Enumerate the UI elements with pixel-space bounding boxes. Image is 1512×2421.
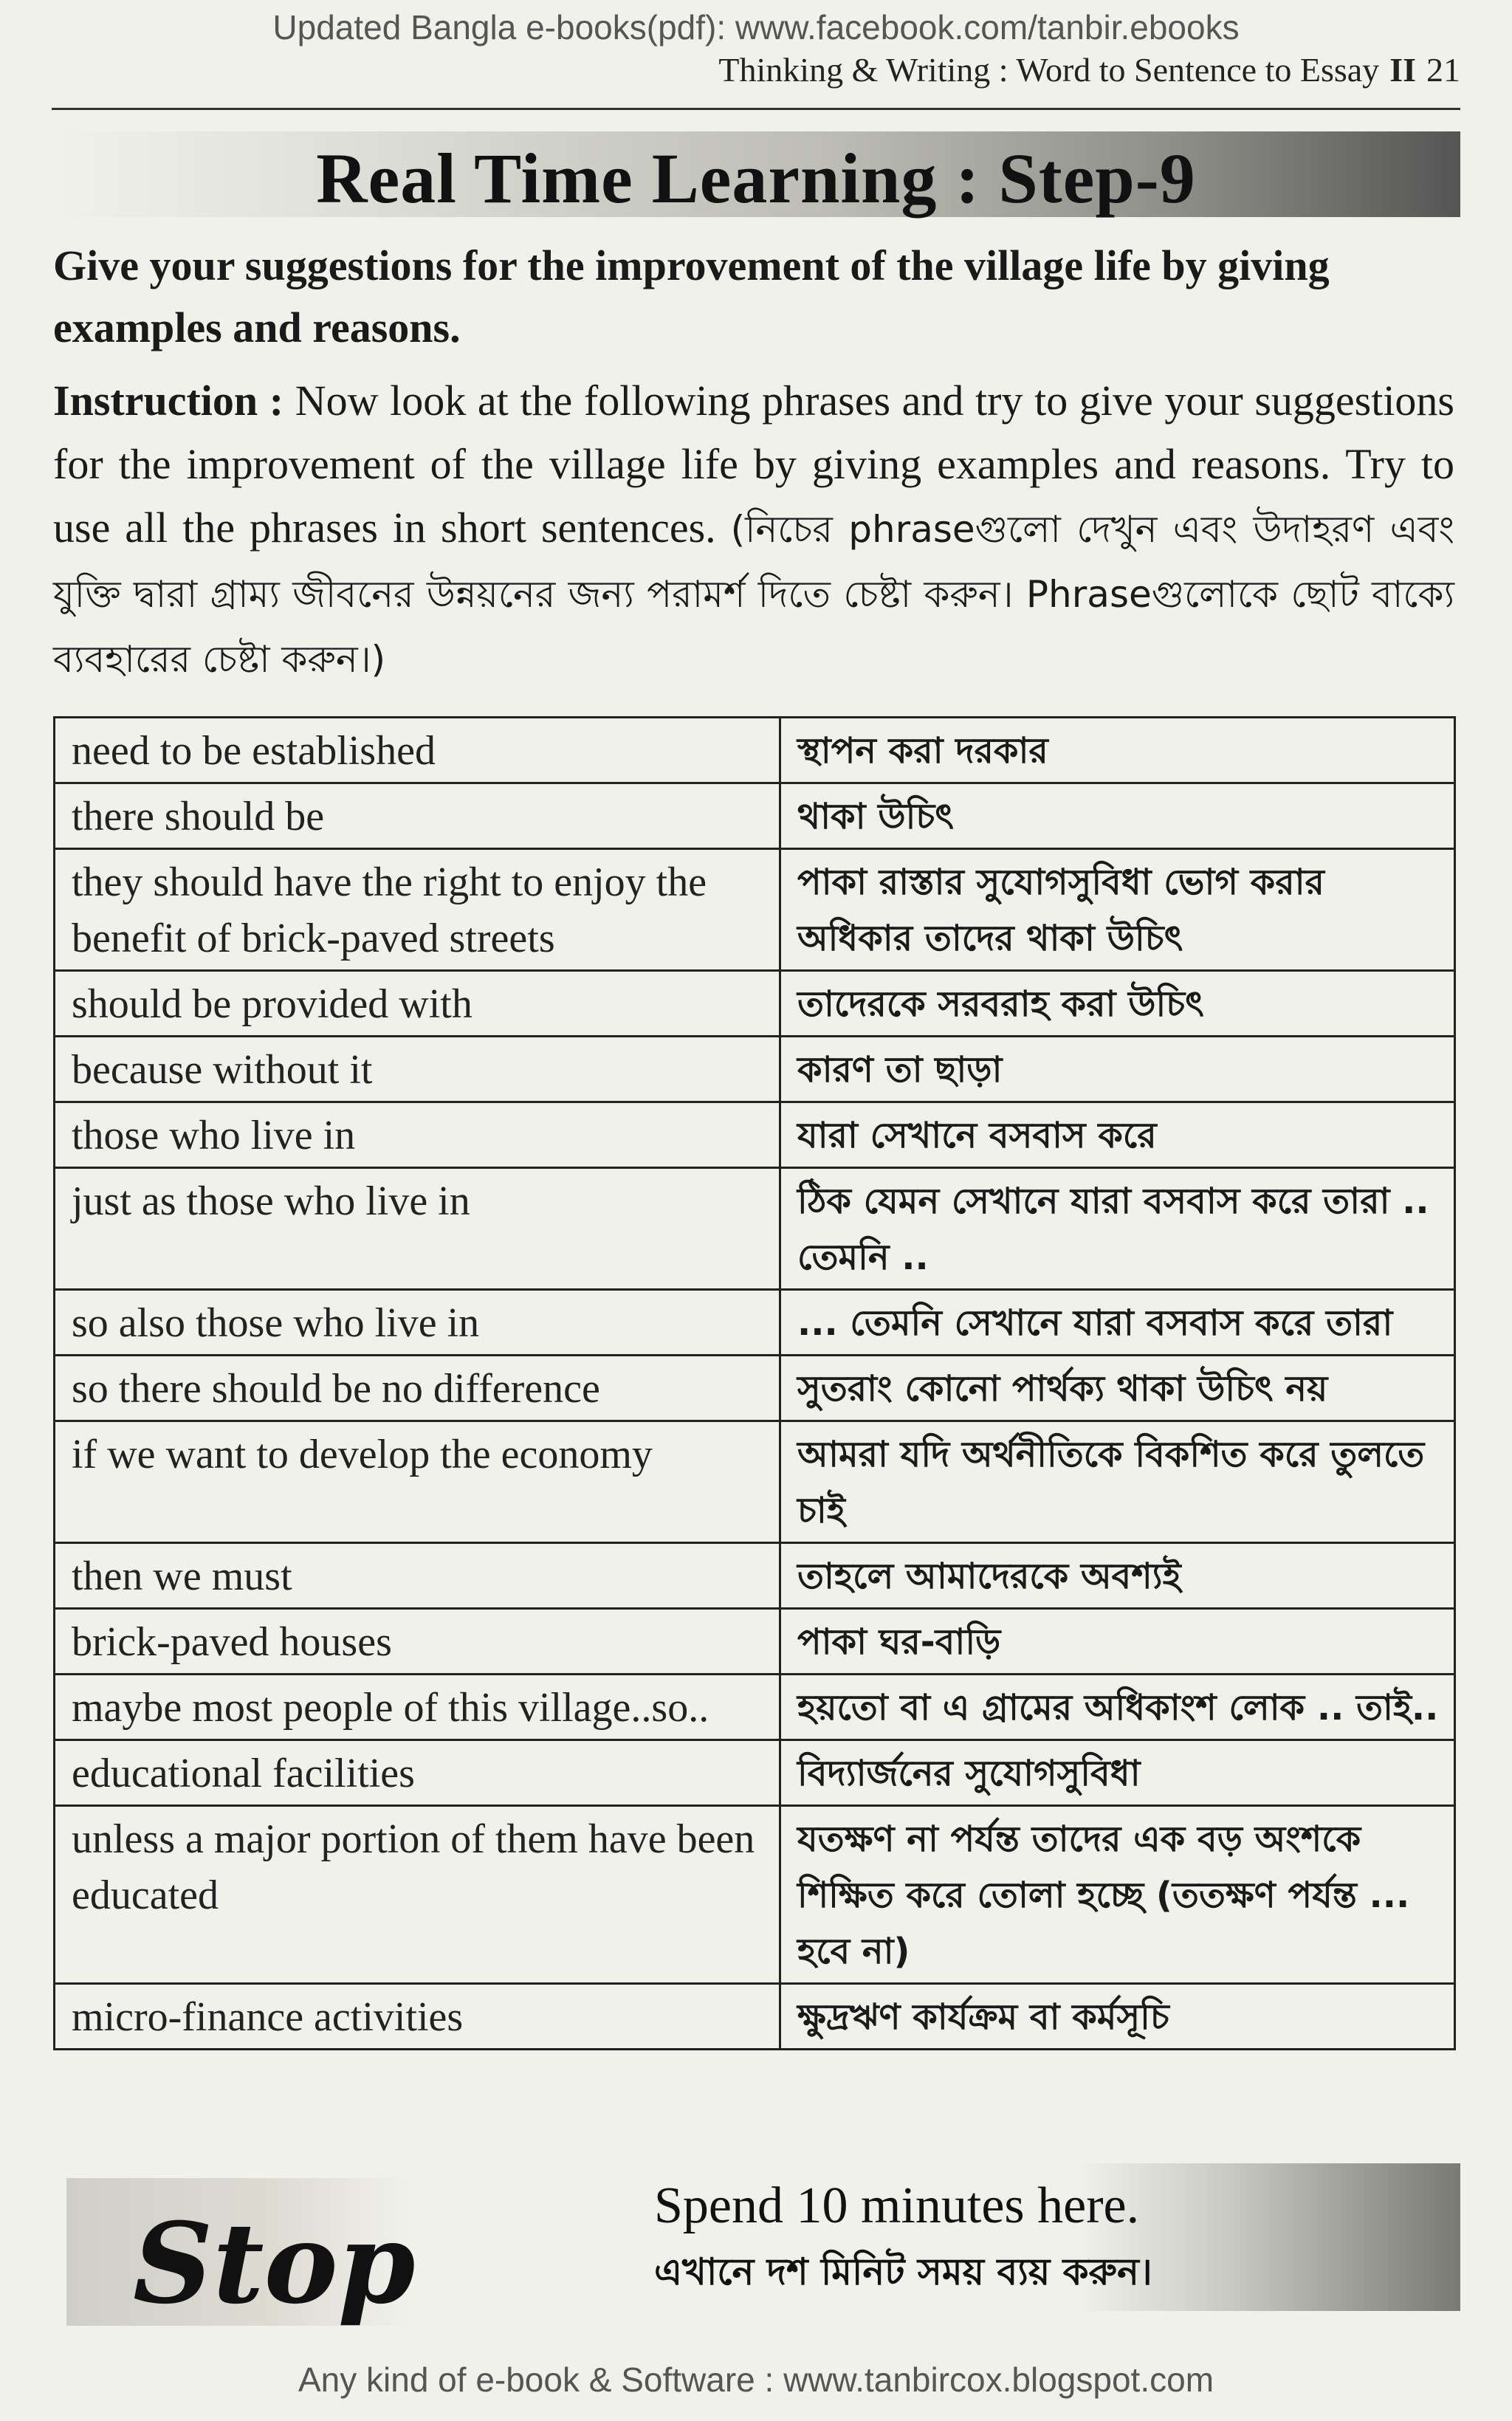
table-row [55,849,1455,971]
phrase-english: so there should be no difference [55,1356,780,1421]
table-row [55,783,1455,849]
phrase-bangla: ঠিক যেমন সেখানে যারা বসবাস করে তারা .. তেমনি .. [780,1168,1455,1290]
phrase-bangla: ... তেমনি সেখানে যারা বসবাস করে তারা [780,1290,1455,1356]
phrase-bangla: স্থাপন করা দরকার [780,718,1455,783]
step-title: Real Time Learning : Step-9 [316,139,1196,218]
table-row [55,1740,1455,1806]
watermark-top: Updated Bangla e-books(pdf): www.facebook.com/tanbir.ebooks [272,8,1240,47]
table-row [55,971,1455,1037]
table-row [55,718,1455,783]
spend-time-note-bangla: এখানে দশ মিনিট সময় ব্যয় করুন। [654,2250,1152,2293]
phrase-bangla: কারণ তা ছাড়া [780,1037,1455,1102]
table-row [55,1037,1455,1102]
table-row [55,1984,1455,2050]
phrase-english: need to be established [55,718,780,783]
running-head-separator: II [1389,51,1416,89]
instruction [53,369,1454,691]
phrase-english: maybe most people of this village..so.. [55,1675,780,1740]
stop-band [66,2163,1460,2329]
stop-word: Stop [133,2199,416,2329]
phrase-english: then we must [55,1543,780,1609]
spend-time-note: Spend 10 minutes here. [654,2177,1140,2234]
table-row [55,1168,1455,1290]
phrase-bangla: আমরা যদি অর্থনীতিকে বিকশিত করে তুলতে চাই [780,1421,1455,1543]
phrase-english: just as those who live in [55,1168,780,1290]
phrase-bangla: থাকা উচিৎ [780,783,1455,849]
table-row [55,1609,1455,1675]
question: Give your suggestions for the improvement of the village life by giving examples and reasons. [53,241,1330,351]
header-rule [52,108,1460,110]
phrase-english: they should have the right to enjoy the benefit of brick-paved streets [55,849,780,971]
step-banner [52,131,1460,217]
table-row [55,1806,1455,1984]
phrase-bangla: হয়তো বা এ গ্রামের অধিকাংশ লোক .. তাই.. [780,1675,1455,1740]
phrase-english: should be provided with [55,971,780,1037]
phrase-bangla: ক্ষুদ্রঋণ কার্যক্রম বা কর্মসূচি [780,1984,1455,2050]
instruction-text: Now look at the following phrases and try to give your suggestions for the improvement of the village life by giving examples and reasons. Try to use all the phrases in short sentences. [53,377,1455,552]
table-row [55,1421,1455,1543]
table-row [55,1290,1455,1356]
table-row [55,1356,1455,1421]
instruction-lead: Instruction : [53,377,284,425]
running-head [718,50,1460,89]
phrase-bangla: যতক্ষণ না পর্যন্ত তাদের এক বড় অংশকে শিক্ষিত করে তোলা হচ্ছে (ততক্ষণ পর্যন্ত ... হবে না) [780,1806,1455,1984]
phrase-english: micro-finance activities [55,1984,780,2050]
phrase-table [53,716,1456,2050]
phrase-bangla: পাকা ঘর-বাড়ি [780,1609,1455,1675]
phrase-english: because without it [55,1037,780,1102]
phrase-english: unless a major portion of them have been educated [55,1806,780,1984]
phrase-english: there should be [55,783,780,849]
page-number: 21 [1426,51,1460,89]
phrase-bangla: সুতরাং কোনো পার্থক্য থাকা উচিৎ নয় [780,1356,1455,1421]
watermark-bottom: Any kind of e-book & Software : www.tanbircox.blogspot.com [298,2360,1214,2399]
table-row [55,1543,1455,1609]
phrase-english: brick-paved houses [55,1609,780,1675]
table-row [55,1675,1455,1740]
table-row [55,1102,1455,1168]
phrase-english: educational facilities [55,1740,780,1806]
phrase-bangla: পাকা রাস্তার সুযোগসুবিধা ভোগ করার অধিকার তাদের থাকা উচিৎ [780,849,1455,971]
phrase-english: so also those who live in [55,1290,780,1356]
phrase-bangla: তাহলে আমাদেরকে অবশ্যই [780,1543,1455,1609]
instruction-bangla: (নিচের phraseগুলো দেখুন এবং উদাহরণ এবং যুক্তি দ্বারা গ্রাম্য জীবনের উন্নয়নের জন্য পরামর্শ দিতে চেষ্টা করুন। Phraseগুলোকে ছোট বাক্যে ব্যবহারের চেষ্টা করুন।) [53,508,1454,681]
phrase-bangla: যারা সেখানে বসবাস করে [780,1102,1455,1168]
phrase-bangla: তাদেরকে সরবরাহ করা উচিৎ [780,971,1455,1037]
phrase-english: those who live in [55,1102,780,1168]
book-title: Thinking & Writing : Word to Sentence to Essay [718,51,1380,89]
phrase-english: if we want to develop the economy [55,1421,780,1543]
phrase-bangla: বিদ্যার্জনের সুযোগসুবিধা [780,1740,1455,1806]
